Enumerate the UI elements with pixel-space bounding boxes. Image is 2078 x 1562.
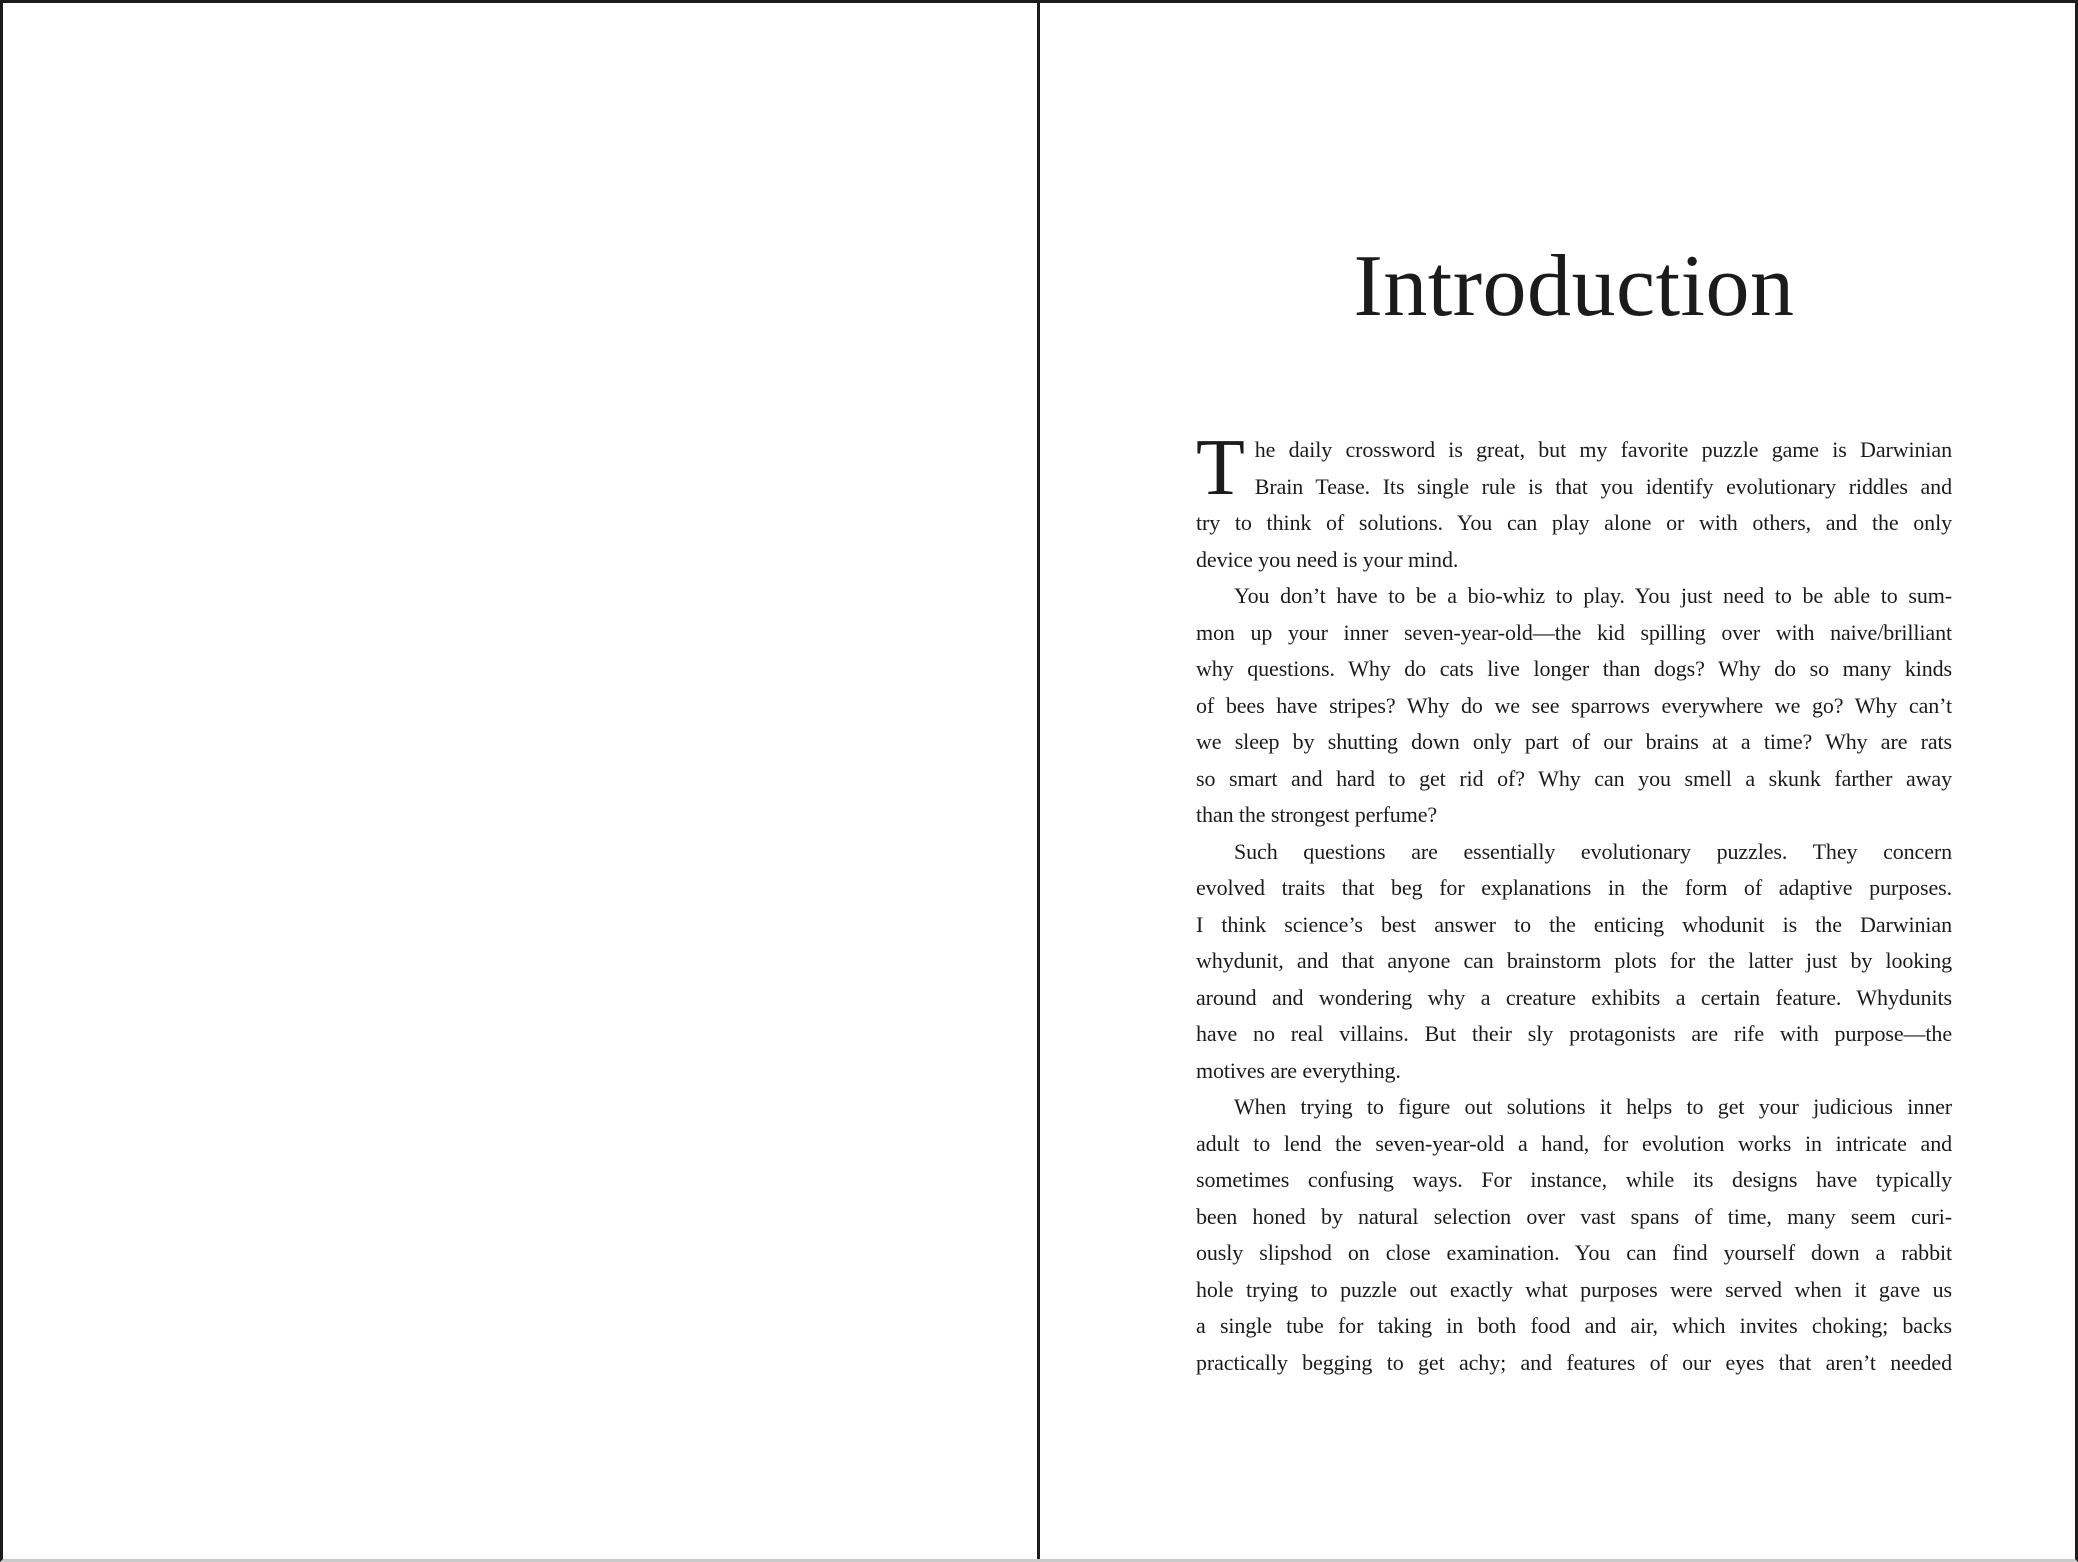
text-line: Brain Tease. Its single rule is that you identify evolutionary riddles and (1254, 473, 1952, 499)
text-line: device you need is your mind. (1196, 546, 1459, 572)
text-line: You don’t have to be a bio-whiz to play. You just need to be able to sum- (1234, 583, 1952, 608)
text-line: Such questions are essentially evolutionary puzzles. They concern (1234, 838, 1952, 864)
text-line: practically begging to get achy; and features of our eyes that aren’t needed (1196, 1349, 1952, 1375)
page-content (1196, 238, 1952, 1381)
text-line: ously slipshod on close examination. You can find yourself down a rabbit (1196, 1240, 1952, 1265)
text-line: we sleep by shutting down only part of our brains at a time? Why are rats (1196, 729, 1952, 754)
body-text (1196, 424, 1952, 1381)
text-line: been honed by natural selection over vast spans of time, many seem curi- (1196, 1203, 1952, 1229)
paragraph (1196, 1089, 1952, 1381)
text-line: why questions. Why do cats live longer than dogs? Why do so many kinds (1196, 656, 1952, 681)
right-page (1040, 3, 2075, 1559)
left-page-blank (3, 3, 1037, 1559)
text-line: around and wondering why a creature exhibits a certain feature. Whydunits (1196, 984, 1952, 1010)
text-line: so smart and hard to get rid of? Why can you smell a skunk farther away (1196, 765, 1952, 791)
paragraph (1196, 424, 1952, 578)
text-line: than the strongest perfume? (1196, 802, 1438, 827)
paragraph (1196, 834, 1952, 1090)
text-line: whydunit, and that anyone can brainstorm plots for the latter just by looking (1196, 948, 1952, 973)
paragraph (1196, 578, 1952, 834)
text-line: a single tube for taking in both food and air, which invites choking; backs (1196, 1313, 1952, 1338)
text-line: hole trying to puzzle out exactly what purposes were served when it gave us (1196, 1276, 1952, 1302)
text-line: mon up your inner seven-year-old—the kid spilling over with naive/brilliant (1196, 619, 1952, 645)
text-line: try to think of solutions. You can play alone or with others, and the only (1196, 510, 1952, 535)
text-line: he daily crossword is great, but my favorite puzzle game is Darwinian (1254, 437, 1952, 462)
text-line: sometimes confusing ways. For instance, while its designs have typically (1196, 1167, 1952, 1192)
text-line: I think science’s best answer to the enticing whodunit is the Darwinian (1196, 911, 1952, 937)
text-line: adult to lend the seven-year-old a hand, for evolution works in intricate and (1196, 1130, 1952, 1156)
chapter-title: Introduction (1353, 238, 1795, 335)
text-line: evolved traits that beg for explanations in the form of adaptive purposes. (1196, 875, 1952, 900)
text-line: of bees have stripes? Why do we see sparrows everywhere we go? Why can’t (1196, 692, 1952, 718)
text-line: motives are everything. (1196, 1057, 1401, 1083)
drop-cap: T (1196, 424, 1245, 512)
text-line: have no real villains. But their sly protagonists are rife with purpose—the (1196, 1021, 1952, 1046)
text-line: When trying to figure out solutions it helps to get your judicious inner (1234, 1094, 1952, 1119)
